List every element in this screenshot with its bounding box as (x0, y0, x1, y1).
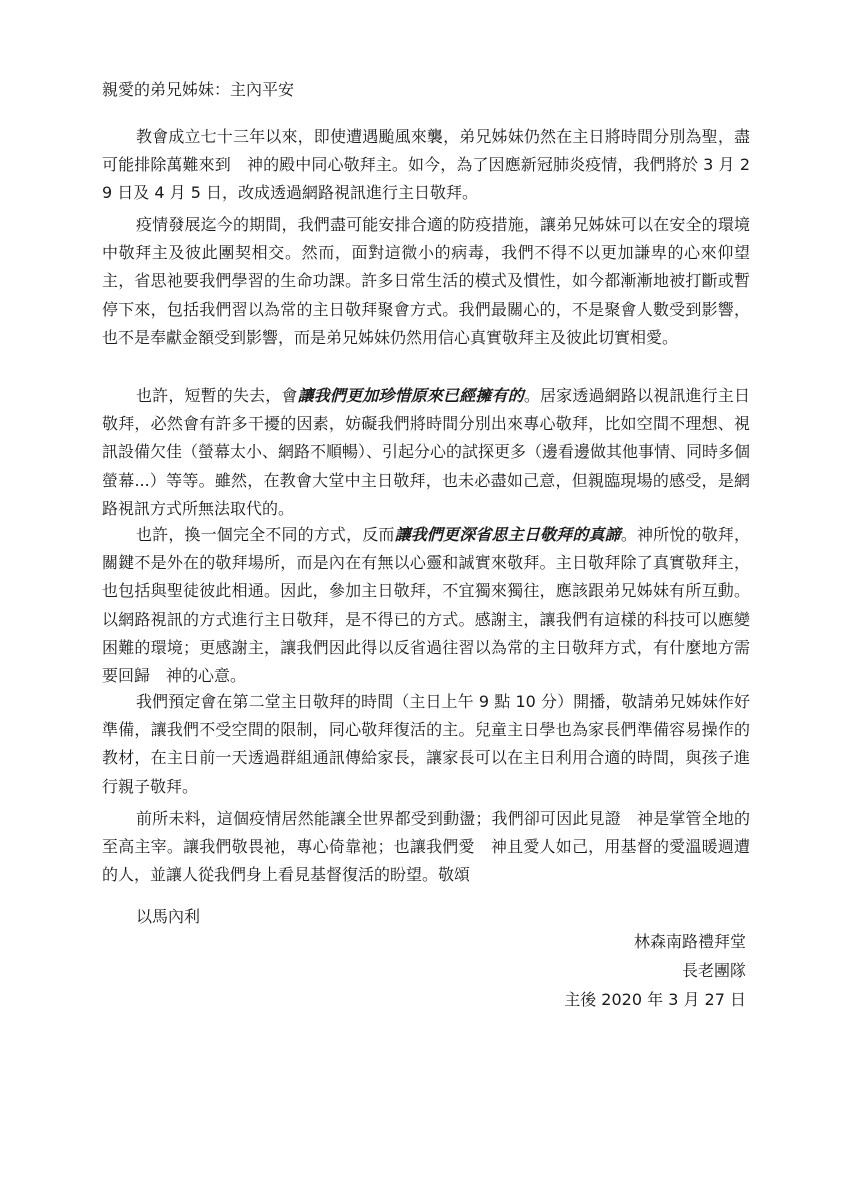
paragraph-3 (102, 382, 750, 523)
paragraph-4-text-b: 。神所悅的敬拜，關鍵不是外在的敬拜場所，而是內在有無以心靈和誠實來敬拜。主日敬拜除了真實敬拜主，也包括與聖徒彼此相通。因此，參加主日敬拜，不宜獨來獨往，應該跟弟兄姊妹有所互動。以網路視訊的方式進行主日敬拜，是不得已的方式。感謝主，讓我們有這樣的科技可以應變困難的環境；更感謝主，讓我們因此得以反省過往習以為常的主日敬拜方式，有什麼地方需要回歸 神的心意。 (102, 525, 750, 686)
paragraph-3-text-a: 也許，短暫的失去，會 (136, 386, 298, 405)
paragraph-4 (102, 521, 750, 690)
signature-church: 林森南路禮拜堂 (633, 932, 746, 951)
paragraph-6: 前所未料，這個疫情居然能讓全世界都受到動盪；我們卻可因此見證 神是掌管全地的至高主宰。讓我們敬畏祂，專心倚靠祂；也讓我們愛 神且愛人如己，用基督的愛溫暖週遭的人，並讓人從我們身上看見基督復活的盼望。敬頌 (102, 809, 750, 885)
signature-team: 長老團隊 (681, 961, 746, 980)
paragraph-1: 教會成立七十三年以來，即使遭遇颱風來襲，弟兄姊妹仍然在主日將時間分別為聖，盡可能排除萬難來到 神的殿中同心敬拜主。如今，為了因應新冠肺炎疫情，我們將於 3 月 29 日及 4 月 5 日，改成透過網路視訊進行主日敬拜。 (102, 127, 750, 203)
paragraph-2 (102, 211, 750, 352)
paragraph-4-emphasis: 讓我們更深省思主日敬拜的真諦 (394, 525, 621, 544)
signature-date: 主後 2020 年 3 月 27 日 (564, 990, 746, 1009)
letter-closing: 以馬內利 (136, 907, 201, 926)
paragraph-5: 我們預定會在第二堂主日敬拜的時間（主日上午 9 點 10 分）開播，敬請弟兄姊妹作好準備，讓我們不受空間的限制，同心敬拜復活的主。兒童主日學也為家長們準備容易操作的教材，在主日前一天透過群組通訊傳給家長，讓家長可以在主日利用合適的時間，與孩子進行親子敬拜。 (102, 692, 750, 796)
paragraph-4-text-a: 也許，換一個完全不同的方式，反而 (136, 525, 395, 544)
paragraph-2-text: 疫情發展迄今的期間，我們盡可能安排合適的防疫措施，讓弟兄姊妹可以在安全的環境中敬拜主及彼此團契相交。然而，面對這微小的病毒，我們不得不以更加謙卑的心來仰望主，省思祂要我們學習的生命功課。許多日常生活的模式及慣性，如今都漸漸地被打斷或暫停下來，包括我們習以為常的主日敬拜聚會方式。我們最關心的，不是聚會人數受到影響，也不是奉獻金額受到影響，而是弟兄姊妹仍然用信心真實敬拜主及彼此切實相愛。 (102, 215, 750, 347)
letter-greeting: 親愛的弟兄姊妹：主內平安 (102, 80, 295, 99)
paragraph-3-emphasis: 讓我們更加珍惜原來已經擁有的 (297, 386, 524, 405)
paragraph-3-text-b: 。居家透過網路以視訊進行主日敬拜，必然會有許多干擾的因素，妨礙我們將時間分別出來專心敬拜，比如空間不理想、視訊設備欠佳（螢幕太小、網路不順暢）、引起分心的試探更多（邊看邊做其他事情、同時多個螢幕...）等等。雖然，在教會大堂中主日敬拜，也未必盡如己意，但親臨現場的感受，是網路視訊方式所無法取代的。 (102, 386, 751, 518)
